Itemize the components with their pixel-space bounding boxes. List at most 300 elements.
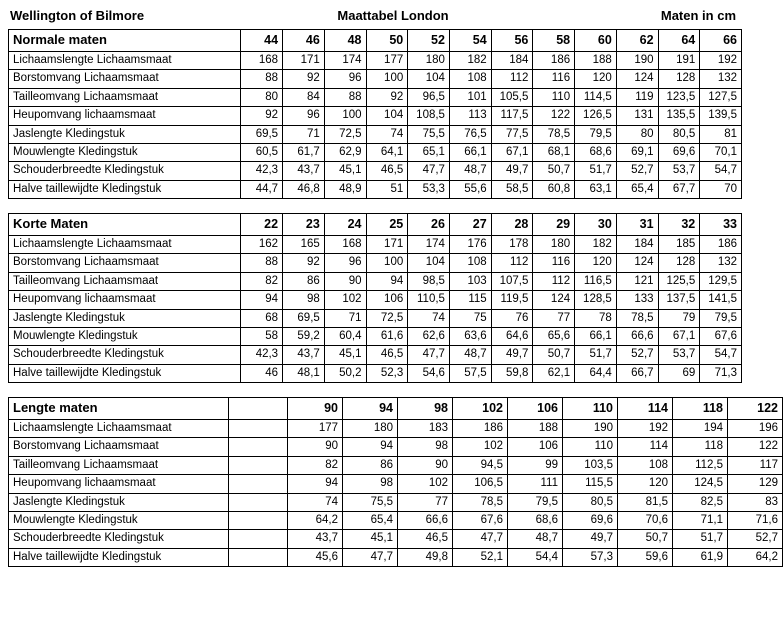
- cell: 82: [288, 456, 343, 474]
- cell: 192: [618, 420, 673, 438]
- cell: 119,5: [491, 291, 533, 309]
- cell: 52,3: [366, 364, 408, 382]
- cell: 62,1: [533, 364, 575, 382]
- cell: 128: [658, 70, 700, 88]
- table-row: [9, 162, 742, 180]
- cell: 98: [343, 475, 398, 493]
- cell: 52,1: [453, 548, 508, 566]
- cell: 122: [533, 107, 575, 125]
- cell: 80,5: [563, 493, 618, 511]
- cell: 114,5: [575, 88, 617, 106]
- cell: 69,5: [241, 125, 283, 143]
- cell: 43,7: [288, 530, 343, 548]
- cell: 92: [241, 107, 283, 125]
- cell: 115: [449, 291, 491, 309]
- cell: 50,7: [533, 346, 575, 364]
- cell: 57,5: [449, 364, 491, 382]
- cell: 188: [575, 52, 617, 70]
- cell: 47,7: [408, 346, 450, 364]
- cell: 66,1: [575, 327, 617, 345]
- size-header: 26: [408, 214, 450, 236]
- row-label: Heupomvang lichaamsmaat: [9, 291, 241, 309]
- row-label: Borstomvang Lichaamsmaat: [9, 438, 229, 456]
- cell: 69,1: [616, 143, 658, 161]
- cell: 115,5: [563, 475, 618, 493]
- size-header: 118: [673, 398, 728, 420]
- table-row: [9, 52, 742, 70]
- cell: 98,5: [408, 272, 450, 290]
- cell: 188: [508, 420, 563, 438]
- cell: 190: [563, 420, 618, 438]
- cell: 133: [616, 291, 658, 309]
- table-normale-maten: [8, 29, 742, 199]
- size-header: 25: [366, 214, 408, 236]
- cell: 100: [324, 107, 366, 125]
- cell: 177: [288, 420, 343, 438]
- size-header: 46: [283, 30, 325, 52]
- cell: 60,4: [324, 327, 366, 345]
- cell: 88: [324, 88, 366, 106]
- cell: 80: [241, 88, 283, 106]
- cell: 54,7: [700, 346, 742, 364]
- cell: 98: [283, 291, 325, 309]
- size-header: 58: [533, 30, 575, 52]
- cell: 70,1: [700, 143, 742, 161]
- cell: 80,5: [658, 125, 700, 143]
- cell: 61,9: [673, 548, 728, 566]
- cell: 194: [673, 420, 728, 438]
- cell: 92: [366, 88, 408, 106]
- size-header: 31: [616, 214, 658, 236]
- row-label: Mouwlengte Kledingstuk: [9, 143, 241, 161]
- table-row: [9, 493, 783, 511]
- table-row: [9, 107, 742, 125]
- cell: 124: [533, 291, 575, 309]
- cell: 58,5: [491, 180, 533, 198]
- cell: 45,1: [343, 530, 398, 548]
- cell: 47,7: [408, 162, 450, 180]
- page-title: Maattabel London: [337, 8, 449, 23]
- cell: 123,5: [658, 88, 700, 106]
- cell: 78,5: [533, 125, 575, 143]
- row-label: Jaslengte Kledingstuk: [9, 125, 241, 143]
- size-header: 66: [700, 30, 742, 52]
- document-header: [8, 6, 742, 29]
- cell: 68,1: [533, 143, 575, 161]
- size-header: 60: [575, 30, 617, 52]
- cell: [229, 456, 288, 474]
- cell: 141,5: [700, 291, 742, 309]
- row-label: Borstomvang Lichaamsmaat: [9, 254, 241, 272]
- cell: 46,5: [366, 346, 408, 364]
- cell: 49,8: [398, 548, 453, 566]
- size-header: 114: [618, 398, 673, 420]
- cell: 76: [491, 309, 533, 327]
- cell: 118: [673, 438, 728, 456]
- cell: 177: [366, 52, 408, 70]
- cell: 79: [658, 309, 700, 327]
- cell: 102: [453, 438, 508, 456]
- table-row: [9, 309, 742, 327]
- table-row: [9, 70, 742, 88]
- size-header: 48: [324, 30, 366, 52]
- cell: 64,4: [575, 364, 617, 382]
- size-header: 32: [658, 214, 700, 236]
- cell: 121: [616, 272, 658, 290]
- size-header: 94: [343, 398, 398, 420]
- cell: [229, 475, 288, 493]
- cell: 80: [616, 125, 658, 143]
- cell: 46,5: [398, 530, 453, 548]
- size-header: 62: [616, 30, 658, 52]
- cell: 110,5: [408, 291, 450, 309]
- cell: 76,5: [449, 125, 491, 143]
- cell: 67,6: [453, 511, 508, 529]
- table-lengte-maten: [8, 397, 783, 567]
- cell: 45,6: [288, 548, 343, 566]
- cell: 51,7: [575, 346, 617, 364]
- cell: 128,5: [575, 291, 617, 309]
- table-row: [9, 475, 783, 493]
- cell: 46: [241, 364, 283, 382]
- table-header-row: [9, 398, 783, 420]
- table-row: [9, 88, 742, 106]
- table-row: [9, 125, 742, 143]
- cell: 127,5: [700, 88, 742, 106]
- cell: 111: [508, 475, 563, 493]
- cell: 49,7: [491, 346, 533, 364]
- cell: 64,1: [366, 143, 408, 161]
- cell: 110: [533, 88, 575, 106]
- cell: 57,3: [563, 548, 618, 566]
- row-label: Halve taillewijdte Kledingstuk: [9, 548, 229, 566]
- cell: 165: [283, 236, 325, 254]
- row-label: Lichaamslengte Lichaamsmaat: [9, 236, 241, 254]
- cell: 53,3: [408, 180, 450, 198]
- cell: 61,6: [366, 327, 408, 345]
- cell: 86: [283, 272, 325, 290]
- cell: 84: [283, 88, 325, 106]
- cell: 106,5: [453, 475, 508, 493]
- cell: 75,5: [408, 125, 450, 143]
- cell: 94: [366, 272, 408, 290]
- cell: 67,1: [491, 143, 533, 161]
- cell: 67,6: [700, 327, 742, 345]
- cell: 62,6: [408, 327, 450, 345]
- table-row: [9, 456, 783, 474]
- row-label: Schouderbreedte Kledingstuk: [9, 346, 241, 364]
- cell: 184: [491, 52, 533, 70]
- cell: 196: [728, 420, 783, 438]
- cell: 50,2: [324, 364, 366, 382]
- row-label: Jaslengte Kledingstuk: [9, 493, 229, 511]
- size-header: 110: [563, 398, 618, 420]
- cell: 184: [616, 236, 658, 254]
- cell: 64,6: [491, 327, 533, 345]
- row-label: Lichaamslengte Lichaamsmaat: [9, 420, 229, 438]
- cell: 82,5: [673, 493, 728, 511]
- cell: 117: [728, 456, 783, 474]
- table-row: [9, 254, 742, 272]
- cell: 106: [508, 438, 563, 456]
- cell: 71,3: [700, 364, 742, 382]
- cell: 70,6: [618, 511, 673, 529]
- cell: 77: [398, 493, 453, 511]
- cell: 114: [618, 438, 673, 456]
- cell: 137,5: [658, 291, 700, 309]
- cell: 60,5: [241, 143, 283, 161]
- cell: 96: [324, 70, 366, 88]
- cell: 176: [449, 236, 491, 254]
- cell: 74: [408, 309, 450, 327]
- size-header: 64: [658, 30, 700, 52]
- cell: 108: [449, 70, 491, 88]
- cell: 69,5: [283, 309, 325, 327]
- row-label: Lichaamslengte Lichaamsmaat: [9, 52, 241, 70]
- cell: 59,8: [491, 364, 533, 382]
- table-row: [9, 143, 742, 161]
- row-label: Tailleomvang Lichaamsmaat: [9, 272, 241, 290]
- row-label: Schouderbreedte Kledingstuk: [9, 162, 241, 180]
- cell: 178: [491, 236, 533, 254]
- cell: 46,5: [366, 162, 408, 180]
- cell: 66,6: [398, 511, 453, 529]
- cell: 106: [366, 291, 408, 309]
- size-header: 22: [241, 214, 283, 236]
- cell: 90: [324, 272, 366, 290]
- cell: 69,6: [658, 143, 700, 161]
- table-row: [9, 272, 742, 290]
- cell: 45,1: [324, 346, 366, 364]
- cell: 77,5: [491, 125, 533, 143]
- cell: 180: [408, 52, 450, 70]
- cell: 65,4: [343, 511, 398, 529]
- cell: 55,6: [449, 180, 491, 198]
- cell: 50,7: [533, 162, 575, 180]
- cell: 61,7: [283, 143, 325, 161]
- cell: [229, 530, 288, 548]
- cell: 65,1: [408, 143, 450, 161]
- cell: 103,5: [563, 456, 618, 474]
- size-header: 52: [408, 30, 450, 52]
- cell: 126,5: [575, 107, 617, 125]
- cell: 48,7: [508, 530, 563, 548]
- cell: 88: [241, 254, 283, 272]
- cell: [229, 493, 288, 511]
- cell: 139,5: [700, 107, 742, 125]
- cell: 54,6: [408, 364, 450, 382]
- cell: 120: [618, 475, 673, 493]
- cell: 64,2: [728, 548, 783, 566]
- cell: 92: [283, 254, 325, 272]
- cell: 54,7: [700, 162, 742, 180]
- cell: 42,3: [241, 346, 283, 364]
- cell: 51: [366, 180, 408, 198]
- cell: 96,5: [408, 88, 450, 106]
- cell: 104: [408, 254, 450, 272]
- cell: 135,5: [658, 107, 700, 125]
- cell: 72,5: [324, 125, 366, 143]
- cell: 42,3: [241, 162, 283, 180]
- cell: 112,5: [673, 456, 728, 474]
- cell: 120: [575, 70, 617, 88]
- row-label: Halve taillewijdte Kledingstuk: [9, 364, 241, 382]
- cell: 113: [449, 107, 491, 125]
- cell: 132: [700, 254, 742, 272]
- cell: 182: [575, 236, 617, 254]
- cell: 101: [449, 88, 491, 106]
- cell: 131: [616, 107, 658, 125]
- cell: 70: [700, 180, 742, 198]
- row-label: Jaslengte Kledingstuk: [9, 309, 241, 327]
- table-row: [9, 511, 783, 529]
- cell: 92: [283, 70, 325, 88]
- cell: 94: [343, 438, 398, 456]
- cell: 74: [366, 125, 408, 143]
- table-row: [9, 420, 783, 438]
- table-row: [9, 327, 742, 345]
- size-header-empty: [229, 398, 288, 420]
- cell: 67,1: [658, 327, 700, 345]
- cell: 96: [283, 107, 325, 125]
- cell: 79,5: [575, 125, 617, 143]
- cell: 77: [533, 309, 575, 327]
- cell: 65,6: [533, 327, 575, 345]
- cell: 68,6: [575, 143, 617, 161]
- cell: 75,5: [343, 493, 398, 511]
- cell: 99: [508, 456, 563, 474]
- cell: 66,1: [449, 143, 491, 161]
- cell: 68: [241, 309, 283, 327]
- cell: 81: [700, 125, 742, 143]
- cell: 44,7: [241, 180, 283, 198]
- cell: 79,5: [700, 309, 742, 327]
- size-header: 56: [491, 30, 533, 52]
- cell: 50,7: [618, 530, 673, 548]
- cell: 52,7: [616, 162, 658, 180]
- cell: 108,5: [408, 107, 450, 125]
- cell: 65,4: [616, 180, 658, 198]
- cell: 59,2: [283, 327, 325, 345]
- table-title: Korte Maten: [9, 214, 241, 236]
- cell: 46,8: [283, 180, 325, 198]
- cell: 49,7: [563, 530, 618, 548]
- size-header: 27: [449, 214, 491, 236]
- size-header: 23: [283, 214, 325, 236]
- cell: 128: [658, 254, 700, 272]
- cell: 108: [449, 254, 491, 272]
- row-label: Tailleomvang Lichaamsmaat: [9, 88, 241, 106]
- size-header: 90: [288, 398, 343, 420]
- cell: 43,7: [283, 162, 325, 180]
- cell: 51,7: [575, 162, 617, 180]
- cell: 78: [575, 309, 617, 327]
- cell: 71,1: [673, 511, 728, 529]
- cell: 48,9: [324, 180, 366, 198]
- cell: 96: [324, 254, 366, 272]
- cell: 117,5: [491, 107, 533, 125]
- cell: 174: [408, 236, 450, 254]
- cell: 125,5: [658, 272, 700, 290]
- cell: 180: [533, 236, 575, 254]
- table-row: [9, 180, 742, 198]
- table-header-row: [9, 30, 742, 52]
- row-label: Mouwlengte Kledingstuk: [9, 327, 241, 345]
- table-title: Normale maten: [9, 30, 241, 52]
- cell: 82: [241, 272, 283, 290]
- cell: 88: [241, 70, 283, 88]
- units-label: Maten in cm: [660, 8, 736, 23]
- cell: 67,7: [658, 180, 700, 198]
- cell: 72,5: [366, 309, 408, 327]
- cell: 60,8: [533, 180, 575, 198]
- cell: 83: [728, 493, 783, 511]
- cell: 78,5: [616, 309, 658, 327]
- cell: 63,6: [449, 327, 491, 345]
- cell: 94: [241, 291, 283, 309]
- cell: 100: [366, 254, 408, 272]
- cell: 63,1: [575, 180, 617, 198]
- size-header: 50: [366, 30, 408, 52]
- cell: 112: [491, 70, 533, 88]
- table-row: [9, 530, 783, 548]
- cell: 168: [241, 52, 283, 70]
- cell: [229, 548, 288, 566]
- cell: [229, 438, 288, 456]
- cell: 71: [324, 309, 366, 327]
- size-header: 33: [700, 214, 742, 236]
- cell: 124: [616, 254, 658, 272]
- cell: 186: [453, 420, 508, 438]
- row-label: Schouderbreedte Kledingstuk: [9, 530, 229, 548]
- cell: 191: [658, 52, 700, 70]
- cell: 66,6: [616, 327, 658, 345]
- cell: 45,1: [324, 162, 366, 180]
- cell: 116: [533, 70, 575, 88]
- cell: [229, 511, 288, 529]
- cell: 81,5: [618, 493, 673, 511]
- cell: 129,5: [700, 272, 742, 290]
- cell: 186: [700, 236, 742, 254]
- cell: 112: [491, 254, 533, 272]
- table-row: [9, 548, 783, 566]
- cell: 68,6: [508, 511, 563, 529]
- cell: 192: [700, 52, 742, 70]
- cell: 51,7: [673, 530, 728, 548]
- table-row: [9, 438, 783, 456]
- table-header-row: [9, 214, 742, 236]
- size-header: 28: [491, 214, 533, 236]
- cell: 116: [533, 254, 575, 272]
- cell: 162: [241, 236, 283, 254]
- cell: 69,6: [563, 511, 618, 529]
- cell: 171: [366, 236, 408, 254]
- cell: 53,7: [658, 162, 700, 180]
- cell: 78,5: [453, 493, 508, 511]
- cell: 120: [575, 254, 617, 272]
- cell: 185: [658, 236, 700, 254]
- cell: 108: [618, 456, 673, 474]
- cell: 79,5: [508, 493, 563, 511]
- cell: 43,7: [283, 346, 325, 364]
- cell: 168: [324, 236, 366, 254]
- row-label: Heupomvang lichaamsmaat: [9, 107, 241, 125]
- cell: 116,5: [575, 272, 617, 290]
- size-header: 98: [398, 398, 453, 420]
- cell: 112: [533, 272, 575, 290]
- table-row: [9, 364, 742, 382]
- cell: 54,4: [508, 548, 563, 566]
